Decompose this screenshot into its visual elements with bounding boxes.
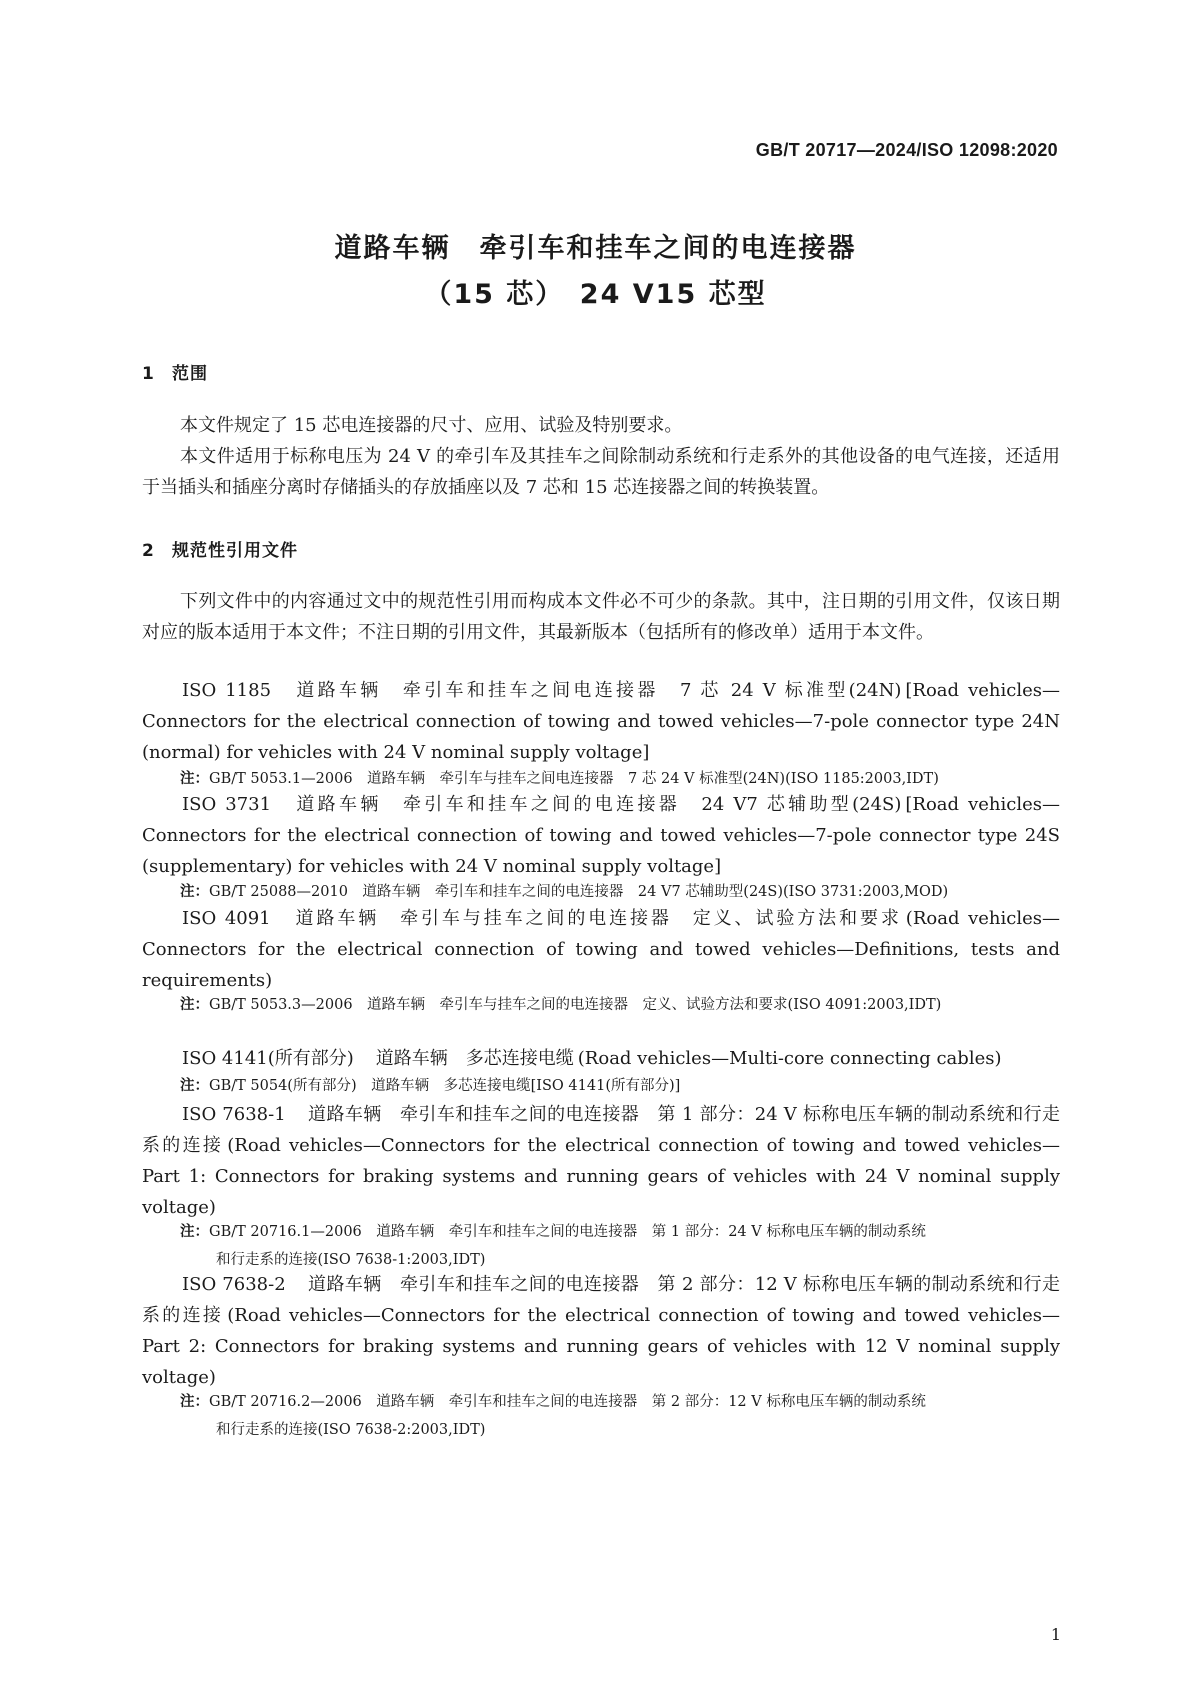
note-iso-4141: 注：GB/T 5054(所有部分) 道路车辆 多芯连接电缆[ISO 4141(所有部分)] (180, 1078, 681, 1094)
title-line-2: （15 芯） 24 V15 芯型 (424, 279, 767, 310)
scope-paragraph-1: 本文件规定了 15 芯电连接器的尺寸、应用、试验及特别要求。 (180, 415, 683, 436)
note-iso-7638-1: 注：GB/T 20716.1—2006 道路车辆 牵引车和挂车之间的电连接器 第 1 部分：24 V 标称电压车辆的制动系统 和行走系的连接(ISO 7638-1:2003,IDT) (180, 1224, 926, 1268)
note-iso-1185: 注：GB/T 5053.1—2006 道路车辆 牵引车与挂车之间电连接器 7 芯 24 V 标准型(24N)(ISO 1185:2003,IDT) (180, 771, 939, 787)
page-number: 1 (1050, 1625, 1061, 1644)
reference-iso-4141: ISO 4141(所有部分) 道路车辆 多芯连接电缆 (Road vehicles—Multi-core connecting cables) (182, 1048, 1002, 1069)
note-iso-3731: 注：GB/T 25088—2010 道路车辆 牵引车和挂车之间的电连接器 24 V7 芯辅助型(24S)(ISO 3731:2003,MOD) (180, 884, 949, 900)
note-iso-7638-2: 注：GB/T 20716.2—2006 道路车辆 牵引车和挂车之间的电连接器 第 2 部分：12 V 标称电压车辆的制动系统 和行走系的连接(ISO 7638-2:2003,IDT) (180, 1394, 926, 1438)
scope-body (142, 410, 1060, 503)
references-intro: 下列文件中的内容通过文中的规范性引用而构成本文件必不可少的条款。其中，注日期的引用文件，仅该日期对应的版本适用于本文件；不注日期的引用文件，其最新版本（包括所有的修改单）适用于本文件。 (142, 591, 1060, 643)
section-heading-scope: 1 范围 (142, 364, 208, 384)
reference-iso-7638-2: ISO 7638-2 道路车辆 牵引车和挂车之间的电连接器 第 2 部分：12 V 标称电压车辆的制动系统和行走系的连接 (Road vehicles—Connectors for the electrical connection of towing and towed vehicles—Part 2: Connectors for braking systems and running gears of vehicles with 12 V nominal supply voltage) (142, 1274, 1060, 1388)
section-heading-normative-references: 2 规范性引用文件 (142, 541, 298, 561)
note-iso-4091: 注：GB/T 5053.3—2006 道路车辆 牵引车与挂车之间的电连接器 定义、试验方法和要求(ISO 4091:2003,IDT) (180, 997, 942, 1013)
title-line-1: 道路车辆 牵引车和挂车之间的电连接器 (334, 233, 857, 264)
document-title (0, 226, 1191, 318)
reference-iso-7638-1: ISO 7638-1 道路车辆 牵引车和挂车之间的电连接器 第 1 部分：24 V 标称电压车辆的制动系统和行走系的连接 (Road vehicles—Connectors for the electrical connection of towing and towed vehicles—Part 1: Connectors for braking systems and running gears of vehicles with 24 V nominal supply voltage) (142, 1104, 1060, 1218)
document-code: GB/T 20717—2024/ISO 12098:2020 (755, 140, 1058, 160)
reference-iso-3731: ISO 3731 道路车辆 牵引车和挂车之间的电连接器 24 V7 芯辅助型(24S) [Road vehicles—Connectors for the electrical connection of towing and towed vehicles—7-pole connector type 24S (supplementary) for vehicles with 24 V nominal supply voltage] (142, 794, 1060, 877)
scope-paragraph-2: 本文件适用于标称电压为 24 V 的牵引车及其挂车之间除制动系统和行走系外的其他设备的电气连接，还适用于当插头和插座分离时存储插头的存放插座以及 7 芯和 15 芯连接器之间的转换装置。 (142, 446, 1060, 498)
reference-iso-1185: ISO 1185 道路车辆 牵引车和挂车之间电连接器 7 芯 24 V 标准型(24N) [Road vehicles—Connectors for the electrical connection of towing and towed vehicles—7-pole connector type 24N (normal) for vehicles with 24 V nominal supply voltage] (142, 680, 1060, 763)
reference-iso-4091: ISO 4091 道路车辆 牵引车与挂车之间的电连接器 定义、试验方法和要求 (Road vehicles—Connectors for the electrical connection of towing and towed vehicles—Definitions, tests and requirements) (142, 908, 1060, 991)
